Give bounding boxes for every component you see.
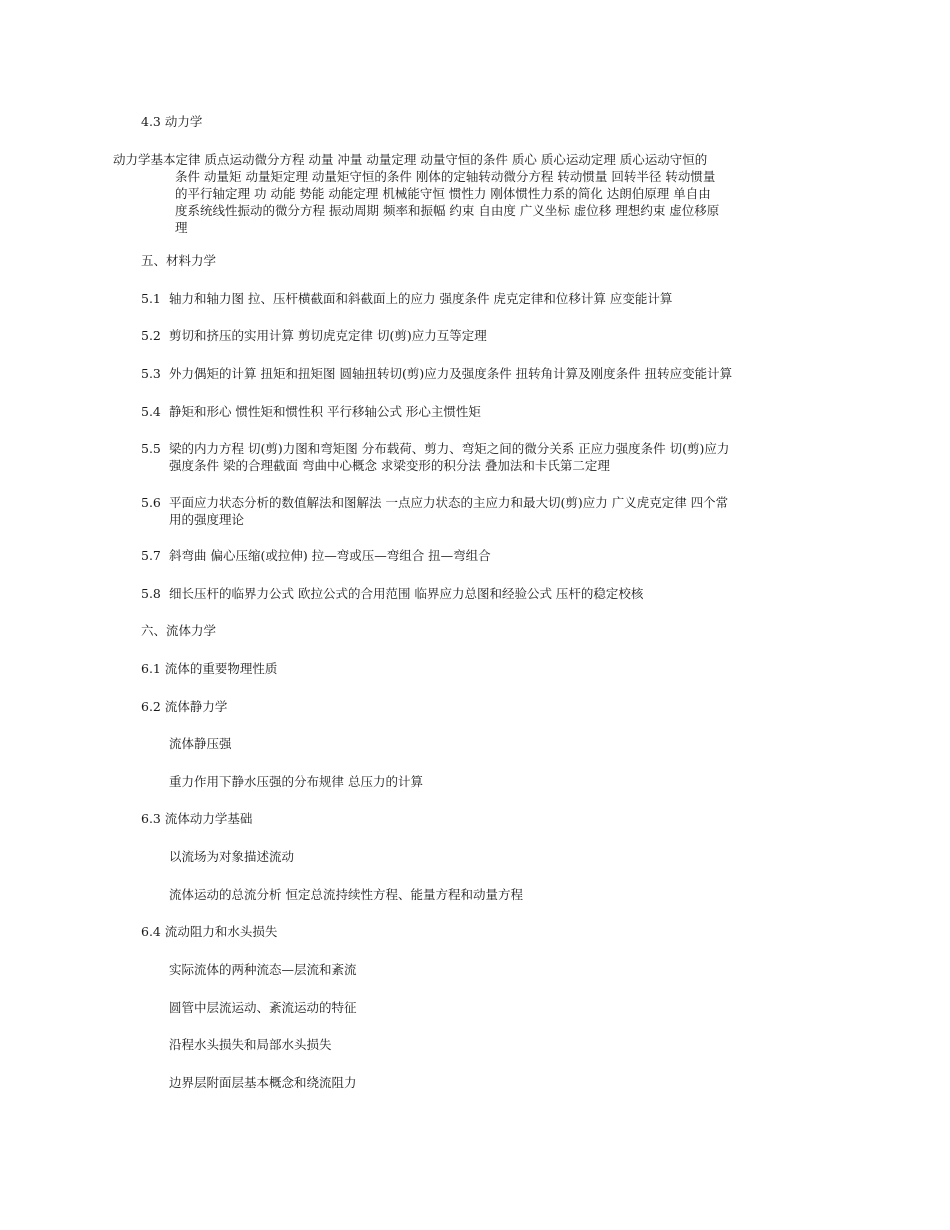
materials-item-5-4 [141,403,821,420]
item-text: 细长压杆的临界力公式 欧拉公式的合用范围 临界应力总图和经验公式 压杆的稳定校核 [169,586,644,601]
fluid-6-2-item-1: 流体静压强 [169,736,232,751]
materials-item-5-5 [141,440,821,474]
materials-item-5-3 [141,365,821,382]
item-number: 5.8 [141,586,161,601]
materials-item-5-8 [141,585,821,602]
item-text: 外力偶矩的计算 扭矩和扭矩图 圆轴扭转切(剪)应力及强度条件 扭转角计算及刚度条件 扭转应变能计算 [169,366,733,381]
materials-item-5-7 [141,547,821,564]
fluid-subheading-6-4: 6.4 流动阻力和水头损失 [141,924,278,939]
dynamics-line-5: 理 [175,220,188,235]
item-text-line-2: 强度条件 梁的合理截面 弯曲中心概念 求梁变形的积分法 叠加法和卡氏第二定理 [169,458,610,473]
item-number: 5.7 [141,548,161,563]
materials-item-5-6 [141,494,821,528]
section-heading-materials: 五、材料力学 [141,253,217,268]
item-text: 轴力和轴力图 拉、压杆横截面和斜截面上的应力 强度条件 虎克定律和位移计算 应变能计算 [169,291,673,306]
materials-item-5-2 [141,327,821,344]
fluid-6-4-item-4: 边界层附面层基本概念和绕流阻力 [169,1075,357,1090]
dynamics-line-2: 条件 动量矩 动量矩定理 动量矩守恒的条件 刚体的定轴转动微分方程 转动惯量 回转半径 转动惯量 [175,169,716,184]
item-text-line-1: 平面应力状态分析的数值解法和图解法 一点应力状态的主应力和最大切(剪)应力 广义虎克定律 四个常 [169,495,729,510]
item-text: 斜弯曲 偏心压缩(或拉伸) 拉—弯或压—弯组合 扭—弯组合 [169,548,491,563]
fluid-6-3-item-2: 流体运动的总流分析 恒定总流持续性方程、能量方程和动量方程 [169,887,523,902]
dynamics-line-4: 度系统线性振动的微分方程 振动周期 频率和振幅 约束 自由度 广义坐标 虚位移 理想约束 虚位移原 [175,203,720,218]
fluid-subheading-6-1: 6.1 流体的重要物理性质 [141,661,278,676]
fluid-6-4-item-1: 实际流体的两种流态—层流和紊流 [169,962,357,977]
materials-item-5-1 [141,290,821,307]
item-number: 5.6 [141,495,161,510]
item-text-line-1: 梁的内力方程 切(剪)力图和弯矩图 分布载荷、剪力、弯矩之间的微分关系 正应力强度条件 切(剪)应力 [169,441,730,456]
fluid-6-4-item-3: 沿程水头损失和局部水头损失 [169,1037,332,1052]
section-heading-fluid: 六、流体力学 [141,623,217,638]
dynamics-paragraph [113,151,813,236]
section-heading-dynamics: 4.3 动力学 [141,114,203,129]
item-number: 5.5 [141,441,161,456]
fluid-subheading-6-2: 6.2 流体静力学 [141,699,228,714]
fluid-6-2-item-2: 重力作用下静水压强的分布规律 总压力的计算 [169,774,423,789]
dynamics-line-3: 的平行轴定理 功 动能 势能 动能定理 机械能守恒 惯性力 刚体惯性力系的简化 达朗伯原理 单自由 [175,186,711,201]
item-text: 静矩和形心 惯性矩和惯性积 平行移轴公式 形心主惯性矩 [169,404,481,419]
item-number: 5.3 [141,366,161,381]
dynamics-line-1: 动力学基本定律 质点运动微分方程 动量 冲量 动量定理 动量守恒的条件 质心 质心运动定理 质心运动守恒的 [113,152,708,167]
item-text-line-2: 用的强度理论 [169,512,245,527]
item-number: 5.4 [141,404,161,419]
item-number: 5.2 [141,328,161,343]
item-number: 5.1 [141,291,161,306]
fluid-6-4-item-2: 圆管中层流运动、紊流运动的特征 [169,1000,357,1015]
item-text: 剪切和挤压的实用计算 剪切虎克定律 切(剪)应力互等定理 [169,328,487,343]
fluid-subheading-6-3: 6.3 流体动力学基础 [141,811,253,826]
fluid-6-3-item-1: 以流场为对象描述流动 [169,849,295,864]
